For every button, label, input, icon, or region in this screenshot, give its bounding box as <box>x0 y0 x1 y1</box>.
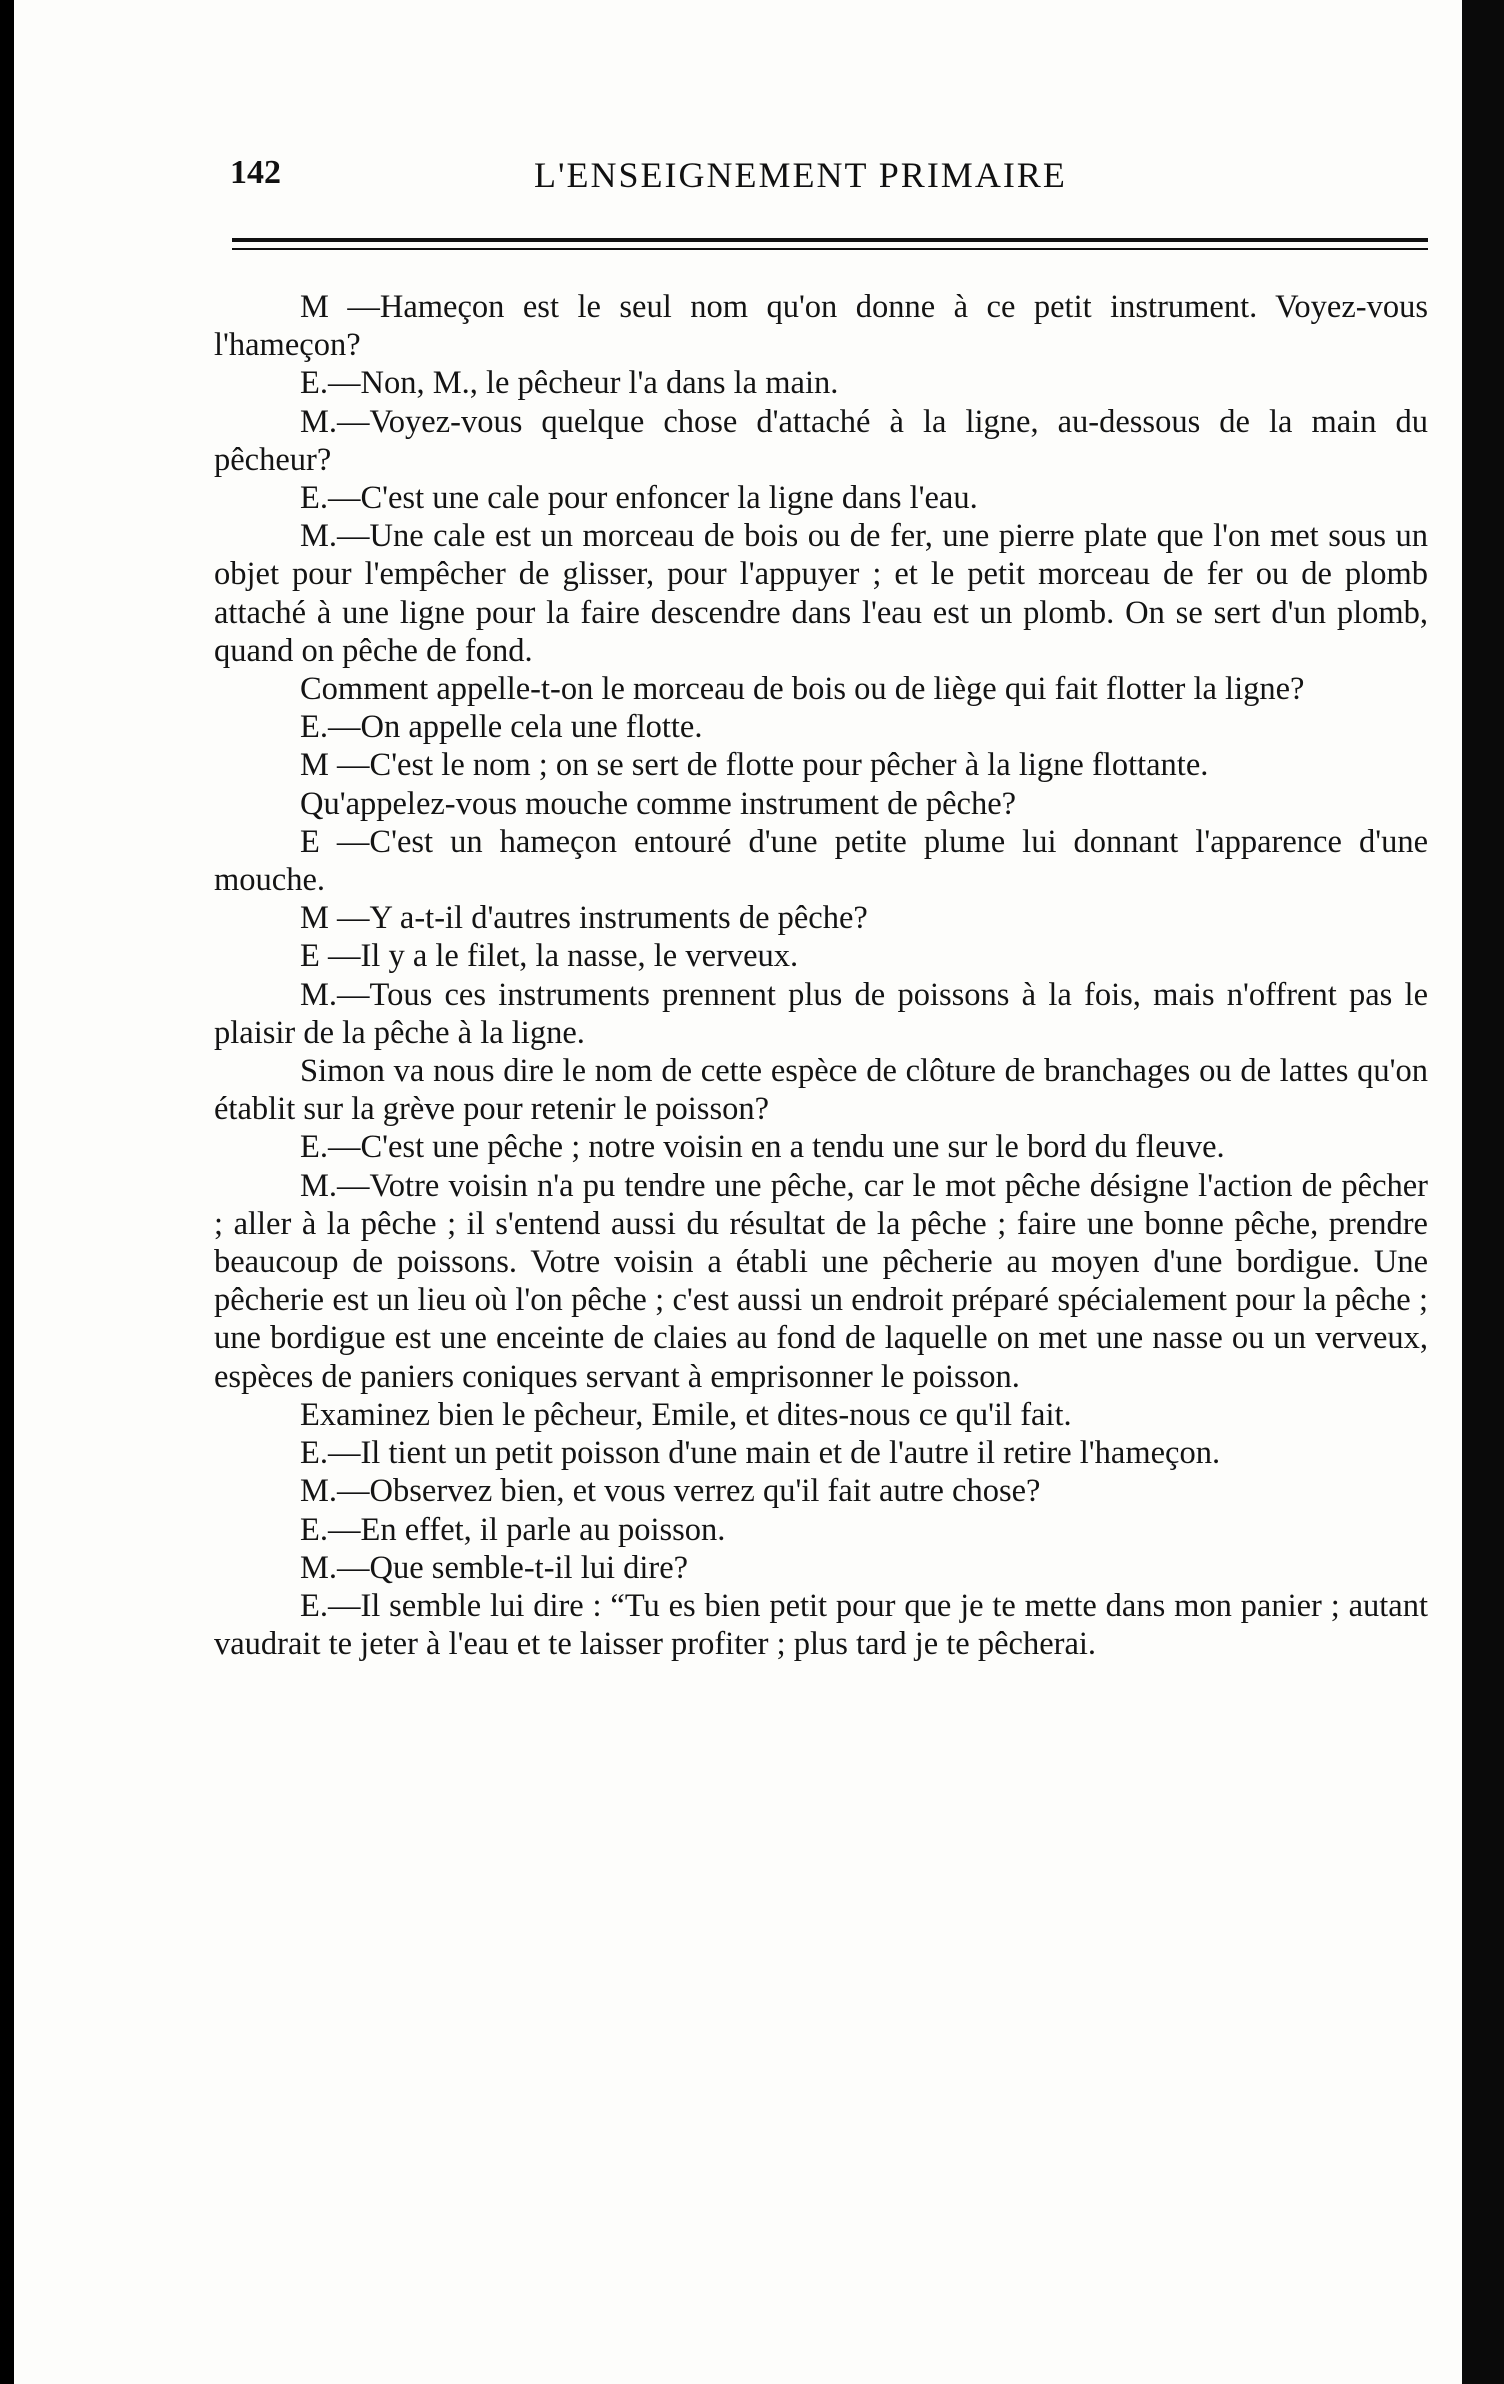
scan-border <box>1462 0 1504 2384</box>
paragraph: Simon va nous dire le nom de cette espèce de clôture de branchages ou de lattes qu'on établit sur la grève pour retenir le poisson? <box>214 1053 1428 1128</box>
body-text <box>214 288 1428 1663</box>
paragraph: E.—Non, M., le pêcheur l'a dans la main. <box>300 365 839 402</box>
paragraph: E —C'est un hameçon entouré d'une petite plume lui donnant l'apparence d'une mouche. <box>214 823 1428 899</box>
paragraph: Comment appelle-t-on le morceau de bois ou de liège qui fait flotter la ligne? <box>300 671 1305 708</box>
paragraph: Qu'appelez-vous mouche comme instrument de pêche? <box>300 785 1017 822</box>
paragraph: M —Y a-t-il d'autres instruments de pêche? <box>300 900 868 937</box>
running-title: L'ENSEIGNEMENT PRIMAIRE <box>534 155 1067 195</box>
paragraph: M.—Votre voisin n'a pu tendre une pêche, car le mot pêche désigne l'action de pêcher ; aller à la pêche ; il s'entend aussi du résultat de la pêche ; faire une bonne pêche, prendre beaucoup de poissons. Votre voisin a établi une pêcherie au moyen d'une bordigue. Une pêcherie est un lieu où l'on pêche ; c'est aussi un endroit préparé spécialement pour la pêche ; une bordigue est une enceinte de claies au fond de laquelle on met une nasse ou un verveux, espèces de paniers coniques servant à emprisonner le poisson. <box>214 1167 1428 1395</box>
paragraph: E.—En effet, il parle au poisson. <box>300 1511 726 1548</box>
page-header <box>14 150 1462 210</box>
paragraph: E.—Il tient un petit poisson d'une main et de l'autre il retire l'hameçon. <box>300 1435 1221 1472</box>
paragraph: M —Hameçon est le seul nom qu'on donne à ce petit instrument. Voyez-vous l'hameçon? <box>214 289 1428 364</box>
paragraph: M.—Voyez-vous quelque chose d'attaché à la ligne, au-dessous de la main du pêcheur? <box>214 403 1428 478</box>
header-rule-thin <box>232 248 1428 250</box>
paragraph: M.—Que semble-t-il lui dire? <box>300 1549 689 1586</box>
paragraph: M —C'est le nom ; on se sert de flotte pour pêcher à la ligne flottante. <box>300 747 1209 784</box>
paragraph: E.—C'est une cale pour enfoncer la ligne dans l'eau. <box>300 480 978 517</box>
paragraph: E.—C'est une pêche ; notre voisin en a tendu une sur le bord du fleuve. <box>300 1129 1225 1166</box>
page-number: 142 <box>230 154 281 191</box>
paragraph: M.—Une cale est un morceau de bois ou de fer, une pierre plate que l'on met sous un objet pour l'empêcher de glisser, pour l'appuyer ; et le petit morceau de fer ou de plomb attaché à une ligne pour la faire descendre dans l'eau est un plomb. On se sert d'un plomb, quand on pêche de fond. <box>214 518 1428 669</box>
paragraph: E.—Il semble lui dire : “Tu es bien petit pour que je te mette dans mon panier ; autant vaudrait te jeter à l'eau et te laisser profiter ; plus tard je te pêcherai. <box>214 1587 1428 1663</box>
paragraph: M.—Tous ces instruments prennent plus de poissons à la fois, mais n'offrent pas le plaisir de la pêche à la ligne. <box>214 976 1428 1051</box>
paragraph: Examinez bien le pêcheur, Emile, et dites-nous ce qu'il fait. <box>300 1396 1072 1433</box>
paragraph: E —Il y a le filet, la nasse, le verveux. <box>300 938 799 975</box>
paragraph: E.—On appelle cela une flotte. <box>300 709 703 746</box>
header-rule-thick <box>232 238 1428 242</box>
paragraph: M.—Observez bien, et vous verrez qu'il fait autre chose? <box>300 1473 1041 1510</box>
book-page <box>14 0 1462 2384</box>
